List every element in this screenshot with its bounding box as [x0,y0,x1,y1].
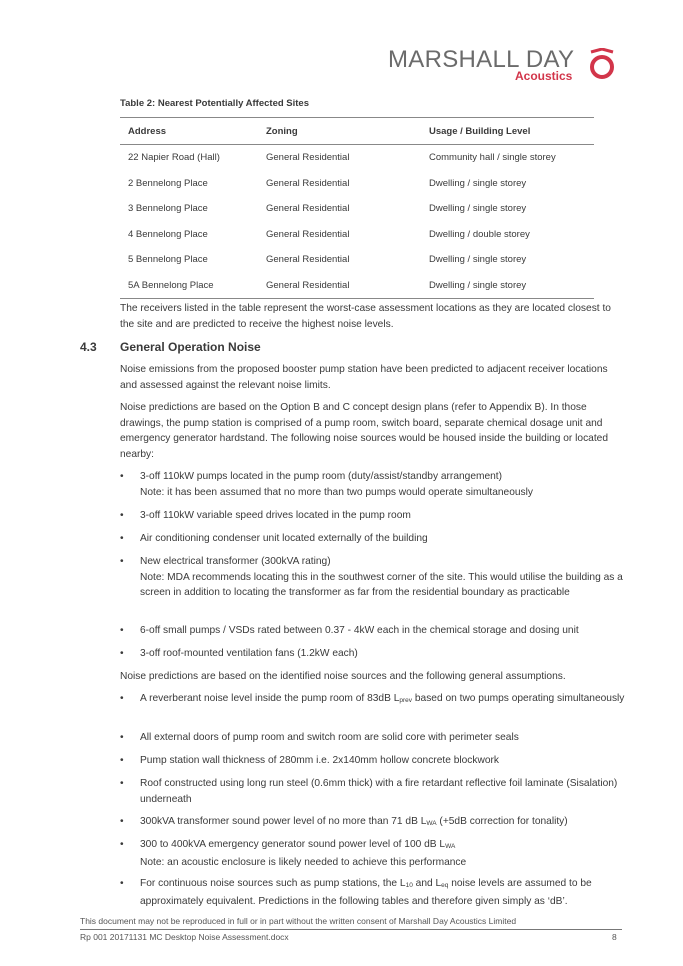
list-item-text: 6-off small pumps / VSDs rated between 0.37 - 4kW each in the chemical storage and dosing unit [140,625,579,636]
list-item [120,691,625,709]
table-row [120,247,594,273]
text-part: 300kVA transformer sound power level of no more than 71 dB L [140,816,427,827]
cell-zoning: General Residential [266,228,350,240]
subscript: eq [441,882,449,889]
logo-name: MARSHALL DAY [388,46,575,73]
cell-zoning: General Residential [266,152,350,164]
bullet-icon: • [120,471,124,482]
subscript: WA [445,843,456,850]
list-item [120,469,625,500]
table-row [120,171,594,197]
header-address: Address [120,118,258,145]
cell-usage: Dwelling / single storey [429,254,527,266]
list-item [120,554,625,601]
table-caption: Table 2: Nearest Potentially Affected Sites [120,98,310,109]
text-part: (+5dB correction for tonality) [436,816,568,827]
bullet-icon: • [120,533,124,544]
list-item-text [140,876,625,909]
list-item-text: 3-off 110kW pumps located in the pump room (duty/assist/standby arrangement) [140,471,503,482]
text-part: noise levels are assumed to be approximately equivalent. Predictions in the following tables and therefore given simply as ‘dB’. [140,878,592,907]
cell-usage: Community hall / single storey [429,152,556,164]
logo-sub: Acoustics [515,69,573,83]
cell-zoning: General Residential [266,254,350,266]
bullet-icon: • [120,778,124,789]
subscript: WA [426,820,437,827]
table-row [120,222,594,248]
receivers-paragraph: The receivers listed in the table represent the worst-case assessment locations as they are located closest to the site and are predicted to receive the highest noise levels. [120,303,611,330]
list-item [120,730,625,746]
list-item-note: Note: an acoustic enclosure is likely needed to achieve this performance [140,856,467,868]
cell-usage: Dwelling / single storey [429,177,527,189]
list-item-text: Air conditioning condenser unit located externally of the building [140,533,428,544]
cell-address: 3 Bennelong Place [128,203,208,215]
table-header-row [120,118,594,145]
cell-address: 5 Bennelong Place [128,254,208,266]
list-item [120,623,625,639]
text-part: and L [412,878,442,889]
text-part: 300 to 400kVA emergency generator sound power level of 100 dB L [140,839,446,850]
bullet-icon: • [120,839,124,850]
bullet-icon: • [120,556,124,567]
bullet-icon: • [120,648,124,659]
header-usage: Usage / Building Level [421,118,594,145]
list-item-text: Pump station wall thickness of 280mm i.e. 2x140mm hollow concrete blockwork [140,755,499,766]
bullet-icon: • [120,625,124,636]
cell-usage: Dwelling / single storey [429,203,527,215]
list-item [120,508,625,524]
table-row [120,196,594,222]
bullet-icon: • [120,816,124,827]
cell-address: 22 Napier Road (Hall) [128,152,220,164]
list-item-note: Note: it has been assumed that no more than two pumps would operate simultaneously [140,486,534,498]
assumptions-paragraph: Noise predictions are based on the identified noise sources and the following general assumptions. [120,671,566,682]
cell-zoning: General Residential [258,273,421,299]
table-row [120,273,594,299]
list-item-text [140,691,625,709]
header-zoning: Zoning [258,118,421,145]
cell-address: 2 Bennelong Place [128,177,208,189]
predictions-paragraph: Noise predictions are based on the Option B and C concept design plans (refer to Appendix B). In those drawings, the pump station is comprised of a pump room, switch board, separate chemical dosage unit and emergency generator hardstand. The following noise sources would be housed inside the building or located nearby: [120,402,608,460]
list-item-text: 3-off roof-mounted ventilation fans (1.2kW each) [140,648,358,659]
list-item [120,646,625,662]
logo-ring-icon [588,48,616,80]
table-row [120,145,594,171]
bullet-icon: • [120,732,124,743]
company-logo [388,46,628,88]
section-number: 4.3 [80,340,97,354]
subscript: 10 [405,882,413,889]
list-item [120,814,625,832]
list-item [120,837,625,870]
bullet-icon: • [120,510,124,521]
emissions-paragraph: Noise emissions from the proposed booster pump station have been predicted to adjacent receiver locations and assessed against the relevant noise limits. [120,364,608,391]
bullet-icon: • [120,693,124,704]
list-item-text: New electrical transformer (300kVA rating) [140,556,331,567]
section-title: General Operation Noise [120,340,261,354]
text-part: A reverberant noise level inside the pump room of 83dB L [140,693,400,704]
list-item [120,876,625,909]
cell-usage: Dwelling / double storey [429,228,530,240]
cell-zoning: General Residential [266,177,350,189]
list-item [120,776,625,807]
cell-address: 5A Bennelong Place [120,273,258,299]
list-item-text [140,837,625,855]
list-item-note: Note: MDA recommends locating this in the southwest corner of the site. This would utilise the building as a screen in addition to locating the transformer as far from the residential boundary as practicable [140,571,623,598]
cell-usage: Dwelling / single storey [421,273,594,299]
text-part: For continuous noise sources such as pump stations, the L [140,878,406,889]
list-item-text: All external doors of pump room and switch room are solid core with perimeter seals [140,732,519,743]
list-item [120,753,625,769]
list-item-text: Roof constructed using long run steel (0.6mm thick) with a fire retardant reflective foil laminate (Sisalation) underneath [140,778,618,805]
footer-divider [80,929,622,930]
list-item-text: 3-off 110kW variable speed drives located in the pump room [140,510,411,521]
bullet-icon: • [120,878,124,889]
cell-address: 4 Bennelong Place [128,228,208,240]
text-part: based on two pumps operating simultaneously [412,693,625,704]
footer-copyright: This document may not be reproduced in full or in part without the written consent of Marshall Day Acoustics Limited [80,916,517,926]
list-item-text [140,814,625,832]
list-item [120,531,625,547]
footer-document-name: Rp 001 20171131 MC Desktop Noise Assessment.docx [80,932,289,942]
page-number: 8 [612,932,617,942]
cell-zoning: General Residential [266,203,350,215]
sites-table [120,117,594,299]
bullet-icon: • [120,755,124,766]
subscript: prev [399,697,413,704]
